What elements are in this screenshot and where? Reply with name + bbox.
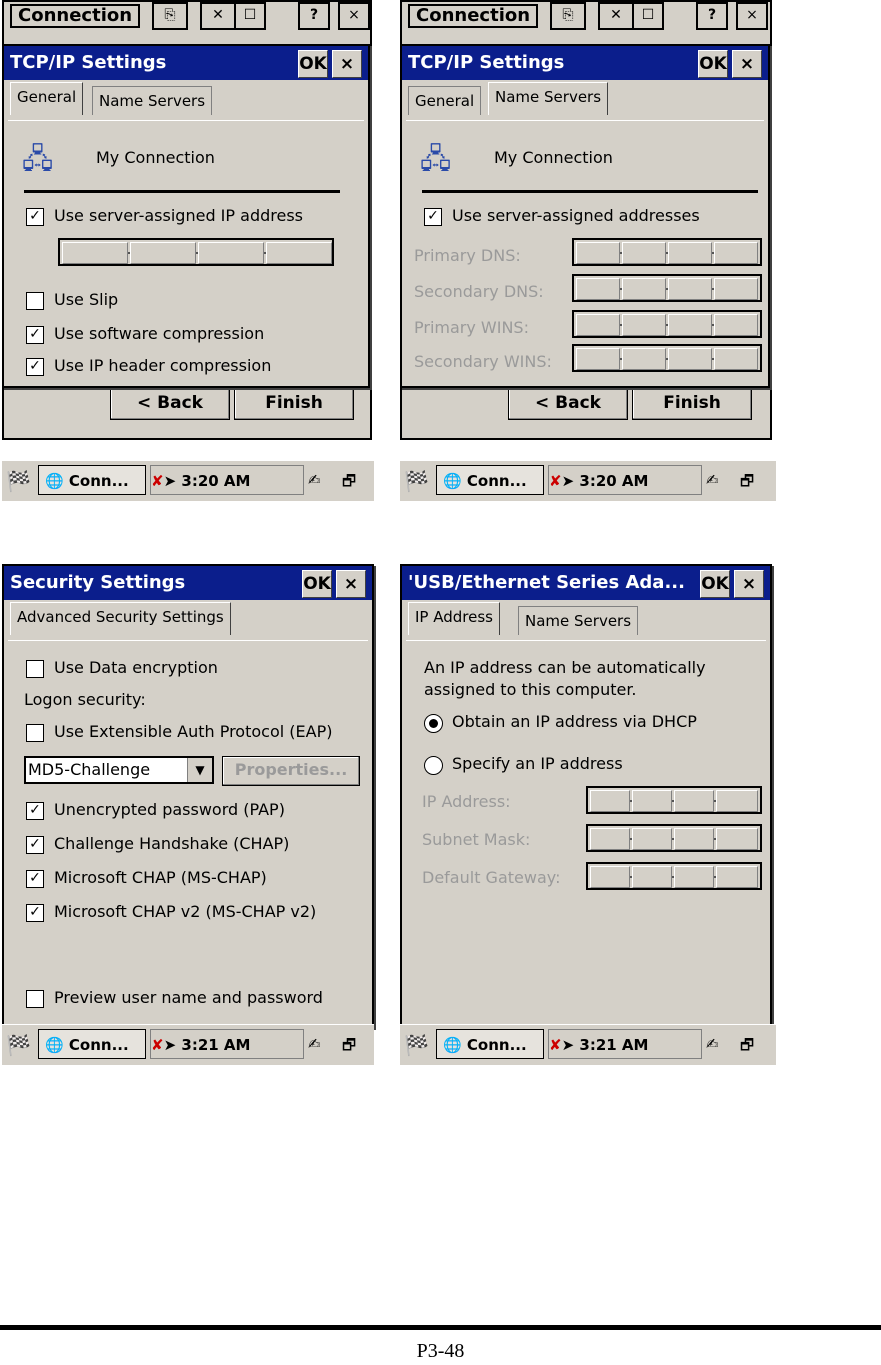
globe-icon: 🌐 <box>45 472 64 490</box>
chap-label: Challenge Handshake (CHAP) <box>54 834 290 853</box>
use-server-ip-checkbox[interactable]: ✓ <box>26 208 44 226</box>
secondary-wins-label: Secondary WINS: <box>414 352 552 371</box>
dialog-title: Security Settings <box>10 572 186 593</box>
secondary-wins-field[interactable] <box>572 344 762 372</box>
clock: 3:21 AM <box>181 1036 251 1054</box>
taskbar <box>400 460 776 501</box>
network-disconnected-icon[interactable]: ✘ <box>151 1036 164 1054</box>
use-server-addresses-label: Use server-assigned addresses <box>452 206 700 225</box>
help-icon[interactable]: ? <box>298 2 330 30</box>
adapter-settings-dialog <box>400 564 772 1028</box>
ms-chap-v2-label: Microsoft CHAP v2 (MS-CHAP v2) <box>54 902 317 921</box>
start-icon[interactable]: 🏁 <box>6 469 31 493</box>
tab-advanced-security[interactable]: Advanced Security Settings <box>10 602 231 635</box>
screenshot-tcpip-nameservers <box>400 0 776 500</box>
delete-icon[interactable]: ✕ <box>598 2 634 30</box>
dialog-title: TCP/IP Settings <box>10 52 167 73</box>
security-settings-dialog <box>2 564 374 1028</box>
obtain-dhcp-label: Obtain an IP address via DHCP <box>452 712 697 731</box>
connection-name: My Connection <box>96 148 215 167</box>
system-tray <box>150 465 304 495</box>
eap-type-combo[interactable] <box>24 756 214 784</box>
dialog-titlebar <box>4 566 372 600</box>
default-gateway-field[interactable] <box>586 862 762 890</box>
start-icon[interactable]: 🏁 <box>6 1033 31 1057</box>
taskbar <box>2 460 374 501</box>
taskbar-app-button[interactable] <box>38 465 146 495</box>
network-disconnected-icon[interactable]: ✘ <box>549 472 562 490</box>
subnet-mask-field[interactable] <box>586 824 762 852</box>
taskbar <box>2 1024 374 1065</box>
network-disconnected-icon[interactable]: ✘ <box>549 1036 562 1054</box>
properties-icon[interactable]: ☐ <box>632 2 664 30</box>
taskbar-app-button[interactable] <box>38 1029 146 1059</box>
close-icon[interactable]: × <box>338 2 370 30</box>
ip-address-field[interactable] <box>58 238 334 266</box>
network-connection-icon: 🖧 <box>22 142 54 175</box>
use-ip-header-compression-label: Use IP header compression <box>54 356 272 375</box>
system-tray <box>548 1029 702 1059</box>
desktop-icon[interactable]: 🗗 <box>740 1036 755 1054</box>
pap-label: Unencrypted password (PAP) <box>54 800 285 819</box>
connection-window-title: Connection <box>408 4 538 28</box>
desktop-icon[interactable]: 🗗 <box>740 472 755 490</box>
tab-name-servers[interactable]: Name Servers <box>518 606 638 635</box>
ok-button[interactable]: OK <box>698 50 728 78</box>
screenshot-security-settings <box>2 564 374 1064</box>
dialog-title: TCP/IP Settings <box>408 52 565 73</box>
globe-icon: 🌐 <box>443 472 462 490</box>
connection-icon[interactable]: ➤ <box>163 472 177 490</box>
primary-wins-field[interactable] <box>572 310 762 338</box>
use-server-ip-label: Use server-assigned IP address <box>54 206 303 225</box>
dialog-titlebar <box>402 46 768 80</box>
tab-divider <box>406 640 766 641</box>
finish-button[interactable]: Finish <box>234 388 354 420</box>
ok-button[interactable]: OK <box>298 50 328 78</box>
tcpip-settings-dialog <box>2 44 370 388</box>
finish-button[interactable]: Finish <box>632 388 752 420</box>
tab-divider <box>406 120 764 121</box>
taskbar-app-label: Conn... <box>68 472 129 490</box>
tab-divider <box>8 120 364 121</box>
chevron-down-icon[interactable]: ▼ <box>187 758 212 782</box>
close-icon[interactable]: × <box>736 2 768 30</box>
use-eap-checkbox[interactable] <box>26 724 44 742</box>
tab-name-servers[interactable]: Name Servers <box>92 86 212 115</box>
tab-name-servers[interactable]: Name Servers <box>488 82 608 115</box>
connection-window-title: Connection <box>10 4 140 28</box>
clock: 3:20 AM <box>181 472 251 490</box>
ok-button[interactable]: OK <box>700 570 730 598</box>
pap-checkbox[interactable]: ✓ <box>26 802 44 820</box>
eap-type-value: MD5-Challenge <box>28 760 151 779</box>
network-connection-icon: 🖧 <box>420 142 452 175</box>
desktop-icon[interactable]: 🗗 <box>342 472 357 490</box>
taskbar-app-label: Conn... <box>466 472 527 490</box>
input-panel-icon[interactable]: ✍ <box>706 471 719 489</box>
secondary-dns-label: Secondary DNS: <box>414 282 544 301</box>
preview-user-label: Preview user name and password <box>54 988 323 1007</box>
close-button[interactable]: × <box>734 570 764 598</box>
use-software-compression-checkbox[interactable]: ✓ <box>26 326 44 344</box>
footer-rule <box>0 1325 881 1330</box>
screenshot-usb-ethernet <box>400 564 776 1064</box>
delete-icon[interactable]: ✕ <box>200 2 236 30</box>
preview-user-checkbox[interactable] <box>26 990 44 1008</box>
clock: 3:21 AM <box>579 1036 649 1054</box>
toolbar-icon[interactable]: ⎘ <box>152 2 188 30</box>
secondary-dns-field[interactable] <box>572 274 762 302</box>
connection-icon[interactable]: ➤ <box>163 1036 177 1054</box>
help-icon[interactable]: ? <box>696 2 728 30</box>
ms-chap-checkbox[interactable]: ✓ <box>26 870 44 888</box>
properties-button[interactable]: Properties... <box>222 756 360 786</box>
toolbar-icon[interactable]: ⎘ <box>550 2 586 30</box>
separator <box>24 190 340 193</box>
primary-dns-field[interactable] <box>572 238 762 266</box>
clock: 3:20 AM <box>579 472 649 490</box>
use-data-encryption-checkbox[interactable] <box>26 660 44 678</box>
properties-icon[interactable]: ☐ <box>234 2 266 30</box>
ip-address-field[interactable] <box>586 786 762 814</box>
input-panel-icon[interactable]: ✍ <box>308 1035 321 1053</box>
chap-checkbox[interactable]: ✓ <box>26 836 44 854</box>
back-button[interactable]: < Back <box>110 388 230 420</box>
use-slip-label: Use Slip <box>54 290 119 309</box>
taskbar <box>400 1024 776 1065</box>
close-button[interactable]: × <box>732 50 762 78</box>
system-tray <box>150 1029 304 1059</box>
dialog-titlebar <box>402 566 770 600</box>
primary-dns-label: Primary DNS: <box>414 246 521 265</box>
use-slip-checkbox[interactable] <box>26 292 44 310</box>
tab-general[interactable]: General <box>408 86 481 115</box>
input-panel-icon[interactable]: ✍ <box>308 471 321 489</box>
obtain-dhcp-radio[interactable] <box>424 714 443 733</box>
logon-security-label: Logon security: <box>24 690 146 709</box>
tcpip-settings-dialog <box>400 44 770 388</box>
subnet-mask-label: Subnet Mask: <box>422 830 531 849</box>
separator <box>422 190 758 193</box>
info-text-line1: An IP address can be automatically <box>424 658 706 677</box>
screenshot-tcpip-general <box>2 0 374 500</box>
tab-ip-address[interactable]: IP Address <box>408 602 500 635</box>
globe-icon: 🌐 <box>45 1036 64 1054</box>
use-data-encryption-label: Use Data encryption <box>54 658 218 677</box>
desktop-icon[interactable]: 🗗 <box>342 1036 357 1054</box>
input-panel-icon[interactable]: ✍ <box>706 1035 719 1053</box>
specify-ip-label: Specify an IP address <box>452 754 623 773</box>
default-gateway-label: Default Gateway: <box>422 868 561 887</box>
ms-chap-label: Microsoft CHAP (MS-CHAP) <box>54 868 267 887</box>
dialog-title: 'USB/Ethernet Series Ada... <box>408 572 685 593</box>
use-server-addresses-checkbox[interactable]: ✓ <box>424 208 442 226</box>
ip-address-label: IP Address: <box>422 792 511 811</box>
start-icon[interactable]: 🏁 <box>404 469 429 493</box>
tab-divider <box>8 640 368 641</box>
taskbar-app-label: Conn... <box>466 1036 527 1054</box>
taskbar-app-button[interactable] <box>436 1029 544 1059</box>
specify-ip-radio[interactable] <box>424 756 443 775</box>
connection-icon[interactable]: ➤ <box>561 1036 575 1054</box>
back-button[interactable]: < Back <box>508 388 628 420</box>
connection-icon[interactable]: ➤ <box>561 472 575 490</box>
dialog-titlebar <box>4 46 368 80</box>
info-text-line2: assigned to this computer. <box>424 680 637 699</box>
tab-general[interactable]: General <box>10 82 83 115</box>
close-button[interactable]: × <box>332 50 362 78</box>
system-tray <box>548 465 702 495</box>
ms-chap-v2-checkbox[interactable]: ✓ <box>26 904 44 922</box>
network-disconnected-icon[interactable]: ✘ <box>151 472 164 490</box>
globe-icon: 🌐 <box>443 1036 462 1054</box>
use-eap-label: Use Extensible Auth Protocol (EAP) <box>54 722 333 741</box>
use-software-compression-label: Use software compression <box>54 324 265 343</box>
page-number: P3-48 <box>416 1340 465 1362</box>
connection-name: My Connection <box>494 148 613 167</box>
taskbar-app-button[interactable] <box>436 465 544 495</box>
taskbar-app-label: Conn... <box>68 1036 129 1054</box>
close-button[interactable]: × <box>336 570 366 598</box>
primary-wins-label: Primary WINS: <box>414 318 529 337</box>
start-icon[interactable]: 🏁 <box>404 1033 429 1057</box>
ok-button[interactable]: OK <box>302 570 332 598</box>
use-ip-header-compression-checkbox[interactable]: ✓ <box>26 358 44 376</box>
